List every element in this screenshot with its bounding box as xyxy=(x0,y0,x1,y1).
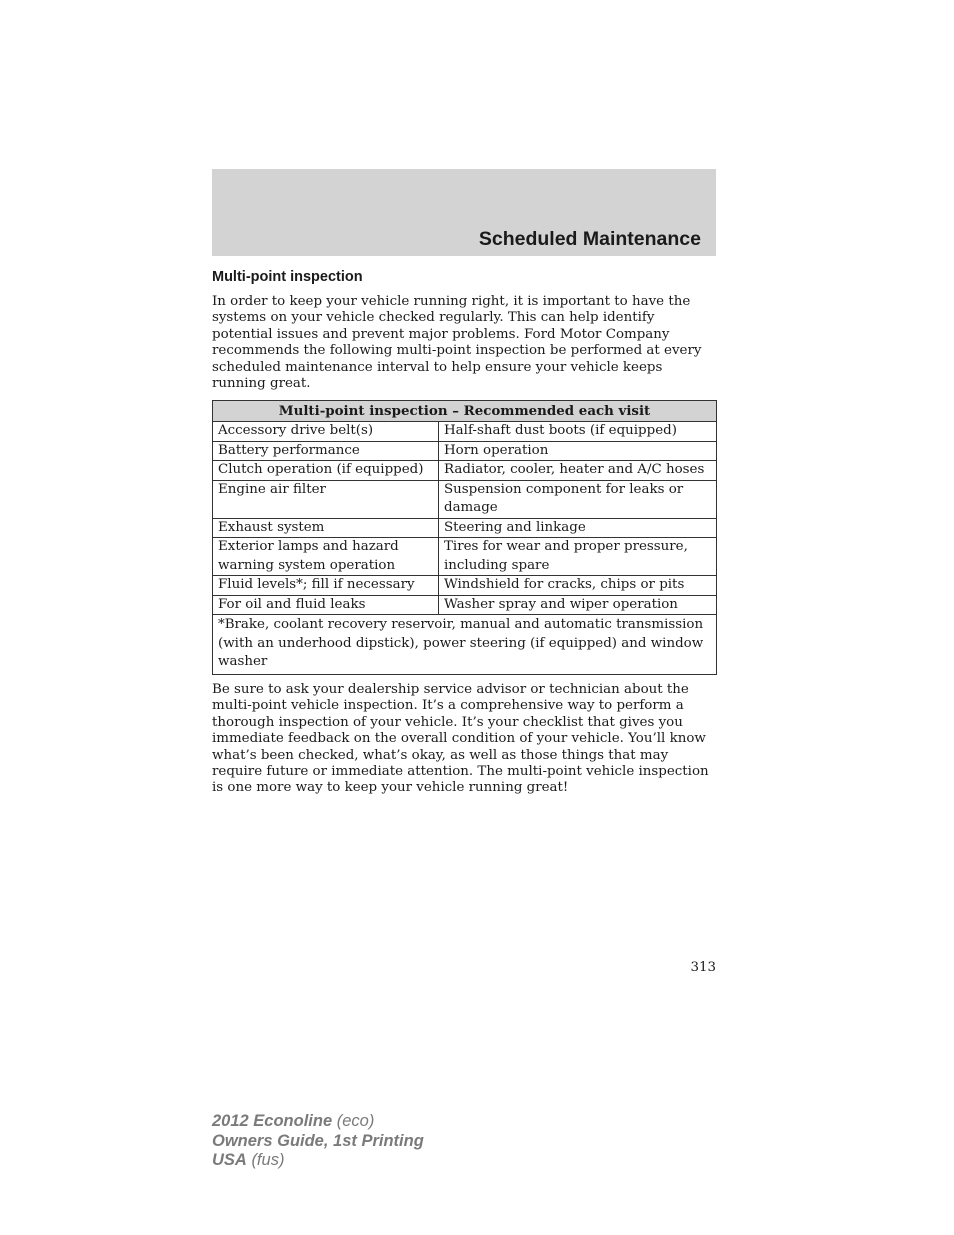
table-cell: Exhaust system xyxy=(213,518,439,538)
footer-line-market xyxy=(212,1151,424,1171)
table-cell: Half-shaft dust boots (if equipped) xyxy=(439,422,717,442)
table-header-row xyxy=(213,401,717,422)
table-row xyxy=(213,441,717,461)
table-cell: For oil and fluid leaks xyxy=(213,595,439,615)
table-row xyxy=(213,595,717,615)
inspection-table xyxy=(212,400,717,675)
table-cell: Windshield for cracks, chips or pits xyxy=(439,576,717,596)
footer-model-code: (eco) xyxy=(336,1112,375,1130)
table-row xyxy=(213,422,717,442)
table-cell: Steering and linkage xyxy=(439,518,717,538)
table-header: Multi-point inspection – Recommended each visit xyxy=(213,401,717,422)
footer-model: 2012 Econoline xyxy=(212,1112,333,1130)
footer-line-guide xyxy=(212,1132,424,1152)
table-cell: Battery performance xyxy=(213,441,439,461)
page-number: 313 xyxy=(690,960,716,975)
footer-market: USA xyxy=(212,1151,247,1169)
table-cell: Clutch operation (if equipped) xyxy=(213,461,439,481)
table-cell: Washer spray and wiper operation xyxy=(439,595,717,615)
page-content xyxy=(212,267,716,797)
table-row xyxy=(213,461,717,481)
table-cell: Tires for wear and proper pressure, including spare xyxy=(439,538,717,576)
table-cell: Accessory drive belt(s) xyxy=(213,422,439,442)
intro-paragraph: In order to keep your vehicle running right, it is important to have the systems on your vehicle checked regularly. This can help identify potential issues and prevent major problems. Ford Motor Company recommends the following multi-point inspection be performed at every scheduled maintenance interval to help ensure your vehicle keeps running great. xyxy=(212,294,702,392)
section-header-band xyxy=(212,169,716,256)
sub-heading: Multi-point inspection xyxy=(212,269,363,285)
footer xyxy=(212,1112,424,1171)
table-cell: Suspension component for leaks or damage xyxy=(439,480,717,518)
table-footnote: *Brake, coolant recovery reservoir, manual and automatic transmission (with an underhood dipstick), power steering (if equipped) and window washer xyxy=(213,615,717,675)
table-row xyxy=(213,576,717,596)
table-cell: Exterior lamps and hazard warning system operation xyxy=(213,538,439,576)
table-footnote-row xyxy=(213,615,717,675)
table-row xyxy=(213,538,717,576)
footer-market-code: (fus) xyxy=(251,1151,285,1169)
table-cell: Radiator, cooler, heater and A/C hoses xyxy=(439,461,717,481)
section-title: Scheduled Maintenance xyxy=(478,228,701,250)
table-cell: Horn operation xyxy=(439,441,717,461)
table-cell: Engine air filter xyxy=(213,480,439,518)
table-row xyxy=(213,480,717,518)
table-cell: Fluid levels*; fill if necessary xyxy=(213,576,439,596)
footer-guide: Owners Guide, 1st Printing xyxy=(212,1131,424,1150)
closing-paragraph: Be sure to ask your dealership service advisor or technician about the multi-point vehicle inspection. It’s a comprehensive way to perform a thorough inspection of your vehicle. It’s your checklist that gives you immediate feedback on the overall condition of your vehicle. You’ll know what’s been checked, what’s okay, as well as those things that may require future or immediate attention. The multi-point vehicle inspection is one more way to keep your vehicle running great! xyxy=(212,681,709,796)
footer-line-model xyxy=(212,1112,424,1132)
table-row xyxy=(213,518,717,538)
